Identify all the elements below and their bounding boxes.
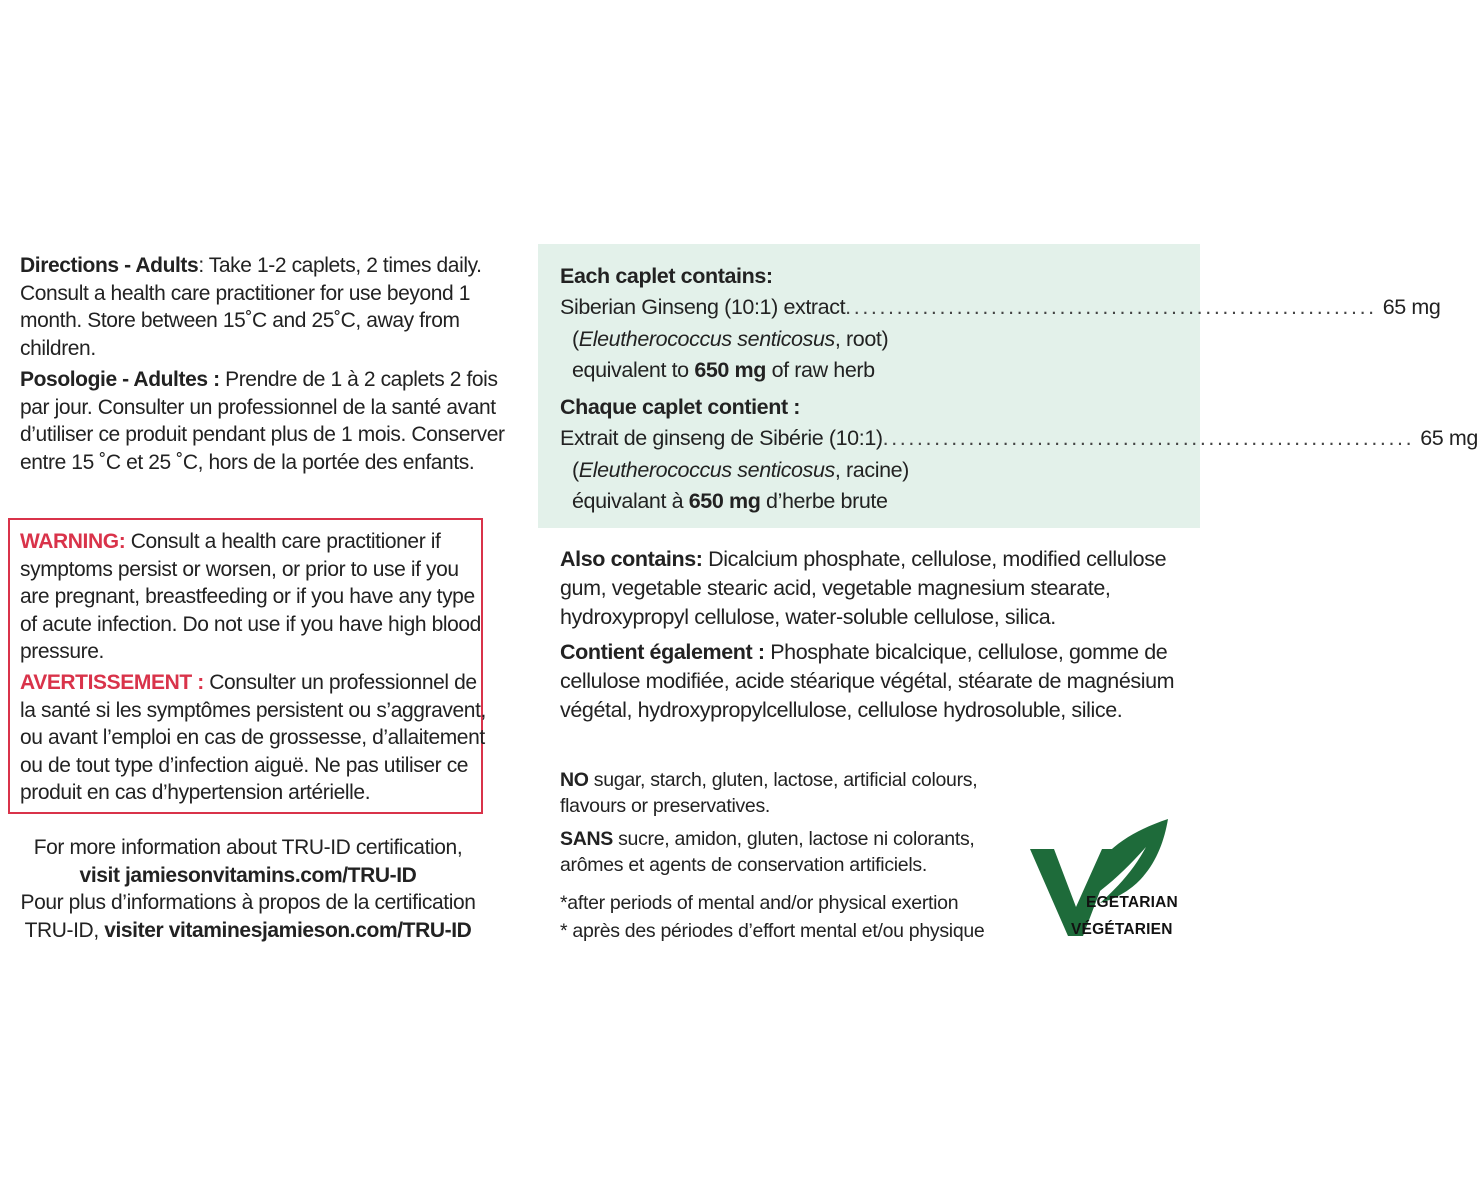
ingredient-amount-fr: 65 mg (1420, 426, 1478, 450)
also-contains-label: Also contains: (560, 547, 703, 571)
also-contains-text: Dicalcium phosphate, cellulose, modified cellulose gum, vegetable stearic acid, vegetable magnesium stearate, hydroxypropyl cellulose, water-soluble cellulose, silica. (560, 547, 1167, 629)
posologie-text: Prendre de 1 à 2 caplets 2 fois par jour. Consulter un professionnel de la santé avant d’utiliser ce produit pendant plus de 1 mois. Conserver entre 15 ˚C et 25 ˚C, hors de la portée des enfants. (20, 368, 505, 474)
truid-line1: For more information about TRU-ID certification, (33, 836, 463, 859)
footnote-fr: * après des périodes d’effort mental et/ou physique (560, 920, 985, 942)
directions-en (20, 252, 520, 362)
footnote-en: *after periods of mental and/or physical exertion (560, 892, 959, 914)
vegetarian-line1: EGETARIAN (1086, 894, 1178, 911)
vegetarian-badge (1028, 815, 1200, 940)
vegetarian-v-leaf-icon (1028, 815, 1200, 940)
truid-line3: Pour plus d’informations à propos de la certification (20, 891, 476, 914)
also-contains-en (560, 545, 1175, 632)
directions-fr (20, 366, 520, 476)
warning-text: Consult a health care practitioner if symptoms persist or worsen, or prior to use if you are pregnant, breastfeeding or if you have any type of acute infection. Do not use if you have high blood pressure. (20, 530, 481, 663)
ingredients-title-en: Each caplet contains: (560, 264, 773, 288)
dot-leader: .............................................................. (882, 426, 1415, 450)
contient-label: Contient également : (560, 640, 765, 664)
truid-link-en: visit jamiesonvitamins.com/TRU-ID (79, 863, 417, 887)
dot-leader: .............................................................. (845, 295, 1377, 319)
vegetarian-line2: VÉGÉTARIEN (1071, 921, 1173, 938)
truid-line4-prefix: TRU-ID, (24, 918, 105, 942)
warning-en (20, 528, 490, 666)
ingredient-row-fr (560, 424, 1478, 453)
contient-text: Phosphate bicalcique, cellulose, gomme de cellulose modifiée, acide stéarique végétal, stéarate de magnésium végétal, hydroxypropylcellulose, cellulose hydrosoluble, silice. (560, 640, 1175, 722)
ingredient-name-fr: Extrait de ginseng de Sibérie (10:1) (560, 426, 883, 450)
avertissement-label: AVERTISSEMENT : (20, 671, 204, 694)
latin-name-fr: (Eleutherococcus senticosus, racine) (572, 458, 909, 482)
directions-label: Directions - Adults (20, 254, 199, 277)
warning-fr (20, 669, 490, 807)
latin-name-en: (Eleutherococcus senticosus, root) (572, 327, 889, 351)
avertissement-text: Consulter un professionnel de la santé si les symptômes persistent ou s’aggravent, ou avant l’emploi en cas de grossesse, d’allaitement ou de tout type d’infection aiguë. Ne pas utiliser ce produit en cas d’hypertension artérielle. (20, 671, 486, 804)
also-contains-fr (560, 638, 1175, 725)
posologie-label: Posologie - Adultes : (20, 368, 220, 391)
ingredients-title-fr: Chaque caplet contient : (560, 395, 801, 419)
ingredient-amount-en: 65 mg (1382, 295, 1441, 319)
free-of-en: NO sugar, starch, gluten, lactose, artificial colours, flavours or preservatives. (560, 769, 978, 817)
truid-info (0, 834, 496, 944)
warning-label: WARNING: (20, 530, 126, 553)
directions-text: : Take 1-2 caplets, 2 times daily. Consult a health care practitioner for use beyond 1 month. Store between 15˚C and 25˚C, away from children. (20, 254, 482, 360)
free-of-fr: SANS sucre, amidon, gluten, lactose ni colorants, arômes et agents de conservation artificiels. (560, 828, 975, 876)
ingredient-row-en (560, 293, 1441, 322)
truid-link-fr: visiter vitaminesjamieson.com/TRU-ID (104, 918, 472, 942)
equivalence-en: equivalent to 650 mg of raw herb (572, 358, 875, 382)
equivalence-fr: équivalant à 650 mg d’herbe brute (572, 489, 888, 513)
ingredient-name-en: Siberian Ginseng (10:1) extract (560, 295, 846, 319)
